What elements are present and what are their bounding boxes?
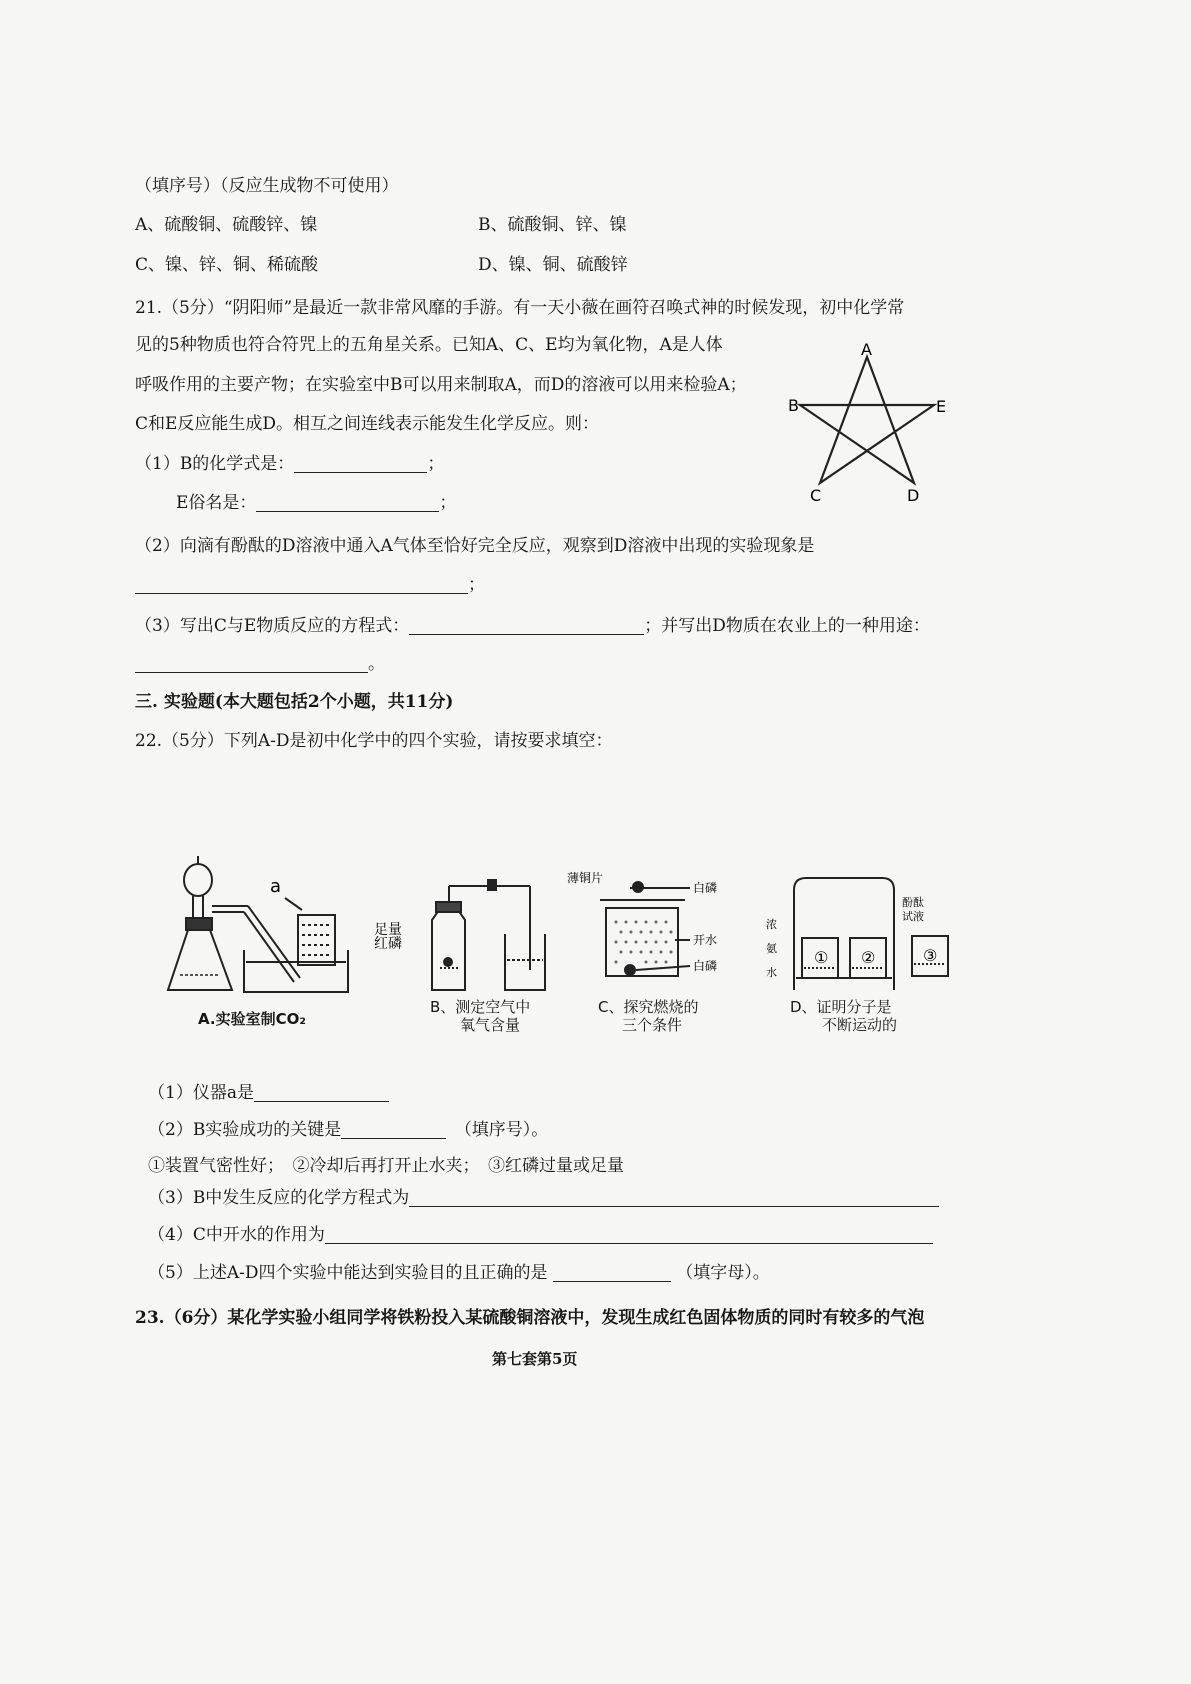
- fig-c-label-sheet: 薄铜片: [567, 871, 604, 885]
- q21-sub2-end: ；: [468, 575, 485, 595]
- fig-d-caption-2: 不断运动的: [822, 1016, 898, 1034]
- pentagram-lines: [800, 357, 934, 483]
- star-label-b: B: [788, 396, 799, 415]
- option-c: C、镍、锌、铜、稀硫酸: [135, 255, 319, 275]
- q22-sub4-label: （4）C中开水的作用为: [148, 1225, 325, 1245]
- q21-sub3-end: 。: [368, 654, 385, 674]
- q21-sub2: （2）向滴有酚酞的D溶液中通入A气体至恰好完全反应，观察到D溶液中出现的实验现象是: [135, 536, 815, 556]
- fill-hint: （填序号）（反应生成物不可使用）: [135, 176, 399, 196]
- q21-sub1-row: [135, 452, 444, 476]
- q21-sub3-row: [135, 614, 930, 638]
- fig-a-label-a: a: [270, 876, 282, 897]
- b-key-blank[interactable]: [341, 1120, 446, 1139]
- large-beaker-cover: [794, 878, 894, 990]
- red-phosphorus: [444, 958, 452, 966]
- option-a: A、硫酸铜、硫酸锌、镍: [135, 215, 318, 235]
- b-formula-blank[interactable]: [294, 454, 427, 473]
- q22-sub2-row: [148, 1118, 548, 1142]
- fig-c-label-white-top: 白磷: [693, 881, 718, 895]
- q21-sub3-answer-row: [135, 652, 385, 676]
- q21-line3: 呼吸作用的主要产物；在实验室中B可以用来制取A，而D的溶液可以用来检验A；: [135, 375, 747, 395]
- star-label-c: C: [810, 486, 822, 505]
- fig-d-beaker-label-2: ①: [814, 948, 829, 967]
- fig-d-apparatus: [794, 878, 948, 990]
- phenomenon-blank[interactable]: [135, 575, 468, 594]
- option-b: B、硫酸铜、锌、镍: [478, 215, 627, 235]
- q21-line1: 21.（5分）“阴阳师”是最近一款非常风靡的手游。有一天小薇在画符召唤式神的时候发现，初中化学常: [135, 298, 905, 318]
- gas-bottle: [298, 915, 335, 965]
- fig-c-label-white-bottom: 白磷: [693, 959, 718, 973]
- option-d: D、镍、铜、硫酸锌: [478, 255, 628, 275]
- pentagram-diagram: [780, 335, 970, 515]
- gas-collecting-bottle: [432, 910, 465, 990]
- instrument-a-blank[interactable]: [254, 1083, 389, 1102]
- separatory-funnel: [184, 864, 212, 896]
- fig-c-caption-1: C、探究燃烧的: [598, 998, 699, 1016]
- q21-sub3-label2: ；并写出D物质在农业上的一种用途：: [644, 616, 930, 636]
- fig-d-beaker-label-1: ②: [861, 948, 876, 967]
- fig-b-caption-1: B、测定空气中: [430, 998, 531, 1016]
- fig-d-label-4: 酚酞: [902, 896, 924, 909]
- q21-sub1b-end: ；: [439, 493, 457, 513]
- q21-sub1-label: （1）B的化学式是：: [135, 454, 295, 474]
- fig-d-label-2: 氨: [766, 942, 777, 955]
- fig-c-caption-2: 三个条件: [622, 1016, 683, 1034]
- fig-b-apparatus: [432, 880, 545, 990]
- q21-line4: C和E反应能生成D。相互之间连线表示能发生化学反应。则：: [135, 414, 600, 434]
- correct-experiments-blank[interactable]: [553, 1263, 671, 1282]
- q22-sub5-label: （5）上述A-D四个实验中能达到实验目的且正确的是: [148, 1263, 548, 1283]
- fig-d-label-1: 浓: [766, 918, 777, 931]
- star-label-a: A: [861, 340, 872, 359]
- fig-d-beaker-label-3: ③: [923, 946, 938, 965]
- fig-b-label-1: 足量: [374, 922, 402, 938]
- fig-b-caption-2: 氧气含量: [460, 1016, 521, 1034]
- fig-c-label-water: 开水: [693, 933, 718, 947]
- fig-a-caption: A.实验室制CO₂: [198, 1010, 306, 1028]
- fig-b-label-2: 红磷: [374, 936, 402, 952]
- star-label-e: E: [936, 397, 947, 416]
- q22-sub1-row: [148, 1081, 389, 1105]
- boiling-water-role-blank[interactable]: [325, 1225, 933, 1244]
- b-equation-blank[interactable]: [409, 1188, 939, 1207]
- q22-sub5-row: [148, 1261, 770, 1285]
- q22-choices: ①装置气密性好； ②冷却后再打开止水夹； ③红磷过量或足量: [148, 1156, 624, 1176]
- fig-d-label-5: 试液: [902, 910, 924, 923]
- star-label-d: D: [907, 486, 920, 505]
- d-use-blank[interactable]: [135, 654, 368, 673]
- fig-d-label-3: 水: [766, 966, 777, 979]
- q22-sub2-label: （2）B实验成功的关键是: [148, 1120, 342, 1140]
- q22-sub4-row: [148, 1223, 933, 1247]
- beaker-b: [505, 934, 545, 990]
- q22-intro: 22.（5分）下列A-D是初中化学中的四个实验，请按要求填空：: [135, 731, 613, 751]
- q21-line2: 见的5种物质也符合符咒上的五角星关系。已知A、C、E均为氧化物，A是人体: [135, 335, 723, 355]
- q22-sub3-label: （3）B中发生反应的化学方程式为: [148, 1188, 410, 1208]
- q22-sub3-row: [148, 1186, 939, 1210]
- q22-sub1-label: （1）仪器a是: [148, 1083, 254, 1103]
- q21-sub1b-label: E俗名是：: [176, 493, 257, 513]
- q22-sub2-hint: （填序号）。: [463, 1120, 549, 1140]
- q21-sub3-label: （3）写出C与E物质反应的方程式：: [135, 616, 410, 636]
- page-number: 第七套第5页: [492, 1350, 578, 1368]
- fig-a-apparatus: [168, 856, 348, 992]
- q21-sub1b-row: [176, 491, 456, 515]
- q21-sub1-end: ；: [427, 454, 445, 474]
- q21-sub2-answer-row: [135, 573, 485, 597]
- q22-sub5-hint: （填字母）。: [676, 1263, 770, 1283]
- e-common-name-blank[interactable]: [256, 493, 439, 512]
- fig-d-caption-1: D、证明分子是: [790, 998, 892, 1016]
- ce-equation-blank[interactable]: [409, 616, 644, 635]
- section3-title: 三. 实验题(本大题包括2个小题，共11分): [135, 692, 454, 712]
- q23-line1: 23.（6分）某化学实验小组同学将铁粉投入某硫酸铜溶液中，发现生成红色固体物质的同时有较多的气泡: [135, 1308, 925, 1328]
